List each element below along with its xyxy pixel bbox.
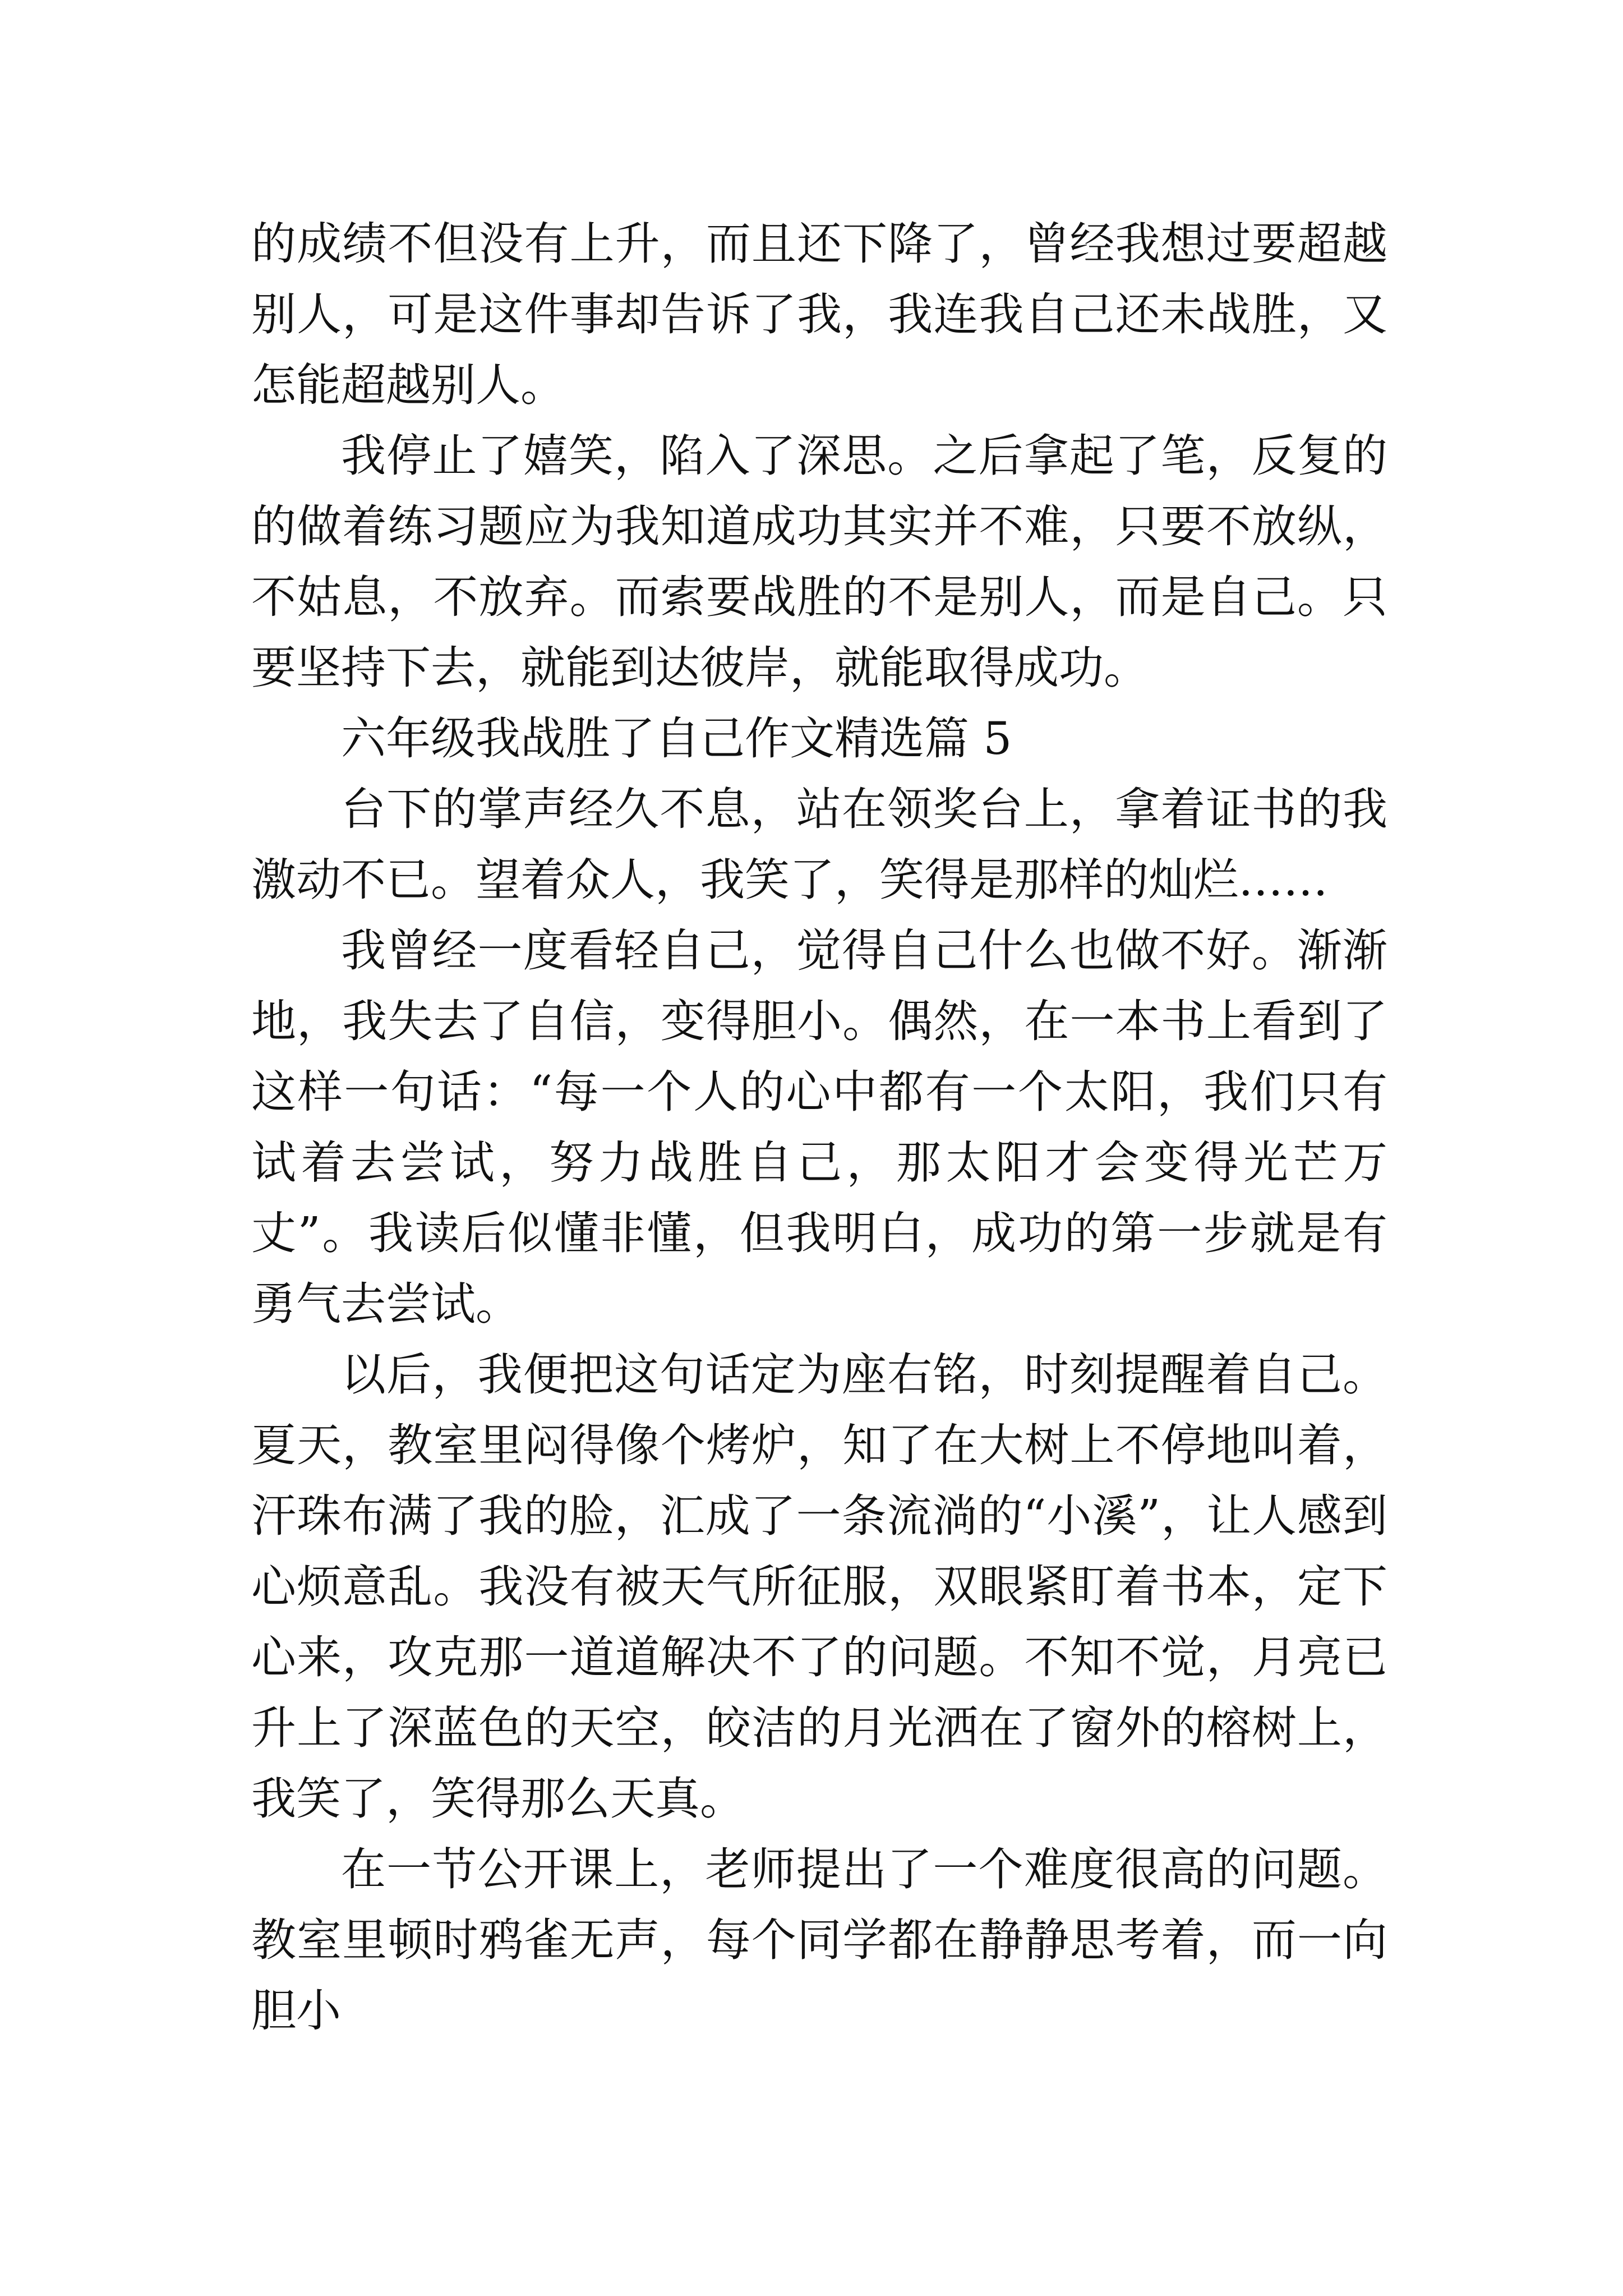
section-heading: 六年级我战胜了自己作文精选篇 5 <box>341 712 1012 765</box>
paragraph: 我曾经一度看轻自己，觉得自己什么也做不好。渐渐地，我失去了自信，变得胆小。偶然，在一本书上看到了这样一句话：“每一个人的心中都有一个太阳，我们只有试着去尝试，努力战胜自己，那太阳才会变得光芒万丈”。我读后似懂非懂，但我明白，成功的第一步就是有勇气去尝试。 <box>251 924 1387 1330</box>
paragraph: 在一节公开课上，老师提出了一个难度很高的问题。教室里顿时鸦雀无声，每个同学都在静静思考着，而一向胆小 <box>251 1843 1387 2037</box>
paragraph: 我停止了嬉笑，陷入了深思。之后拿起了笔，反复的的做着练习题应为我知道成功其实并不难，只要不放纵，不姑息，不放弃。而索要战胜的不是别人，而是自己。只要坚持下去，就能到达彼岸，就能取得成功。 <box>251 430 1387 694</box>
paragraph: 以后，我便把这句话定为座右铭，时刻提醒着自己。夏天，教室里闷得像个烤炉，知了在大树上不停地叫着，汗珠布满了我的脸，汇成了一条流淌的“小溪”，让人感到心烦意乱。我没有被天气所征服，双眼紧盯着书本，定下心来，攻克那一道道解决不了的问题。不知不觉，月亮已升上了深蓝色的天空，皎洁的月光洒在了窗外的榕树上，我笑了，笑得那么天真。 <box>251 1349 1387 1825</box>
essay-body <box>251 209 1387 2046</box>
paragraph: 台下的掌声经久不息，站在领奖台上，拿着证书的我激动不已。望着众人，我笑了，笑得是那样的灿烂…… <box>251 783 1387 906</box>
paragraph-continuation: 的成绩不但没有上升，而且还下降了，曾经我想过要超越别人，可是这件事却告诉了我，我连我自己还未战胜，又怎能超越别人。 <box>251 218 1387 411</box>
